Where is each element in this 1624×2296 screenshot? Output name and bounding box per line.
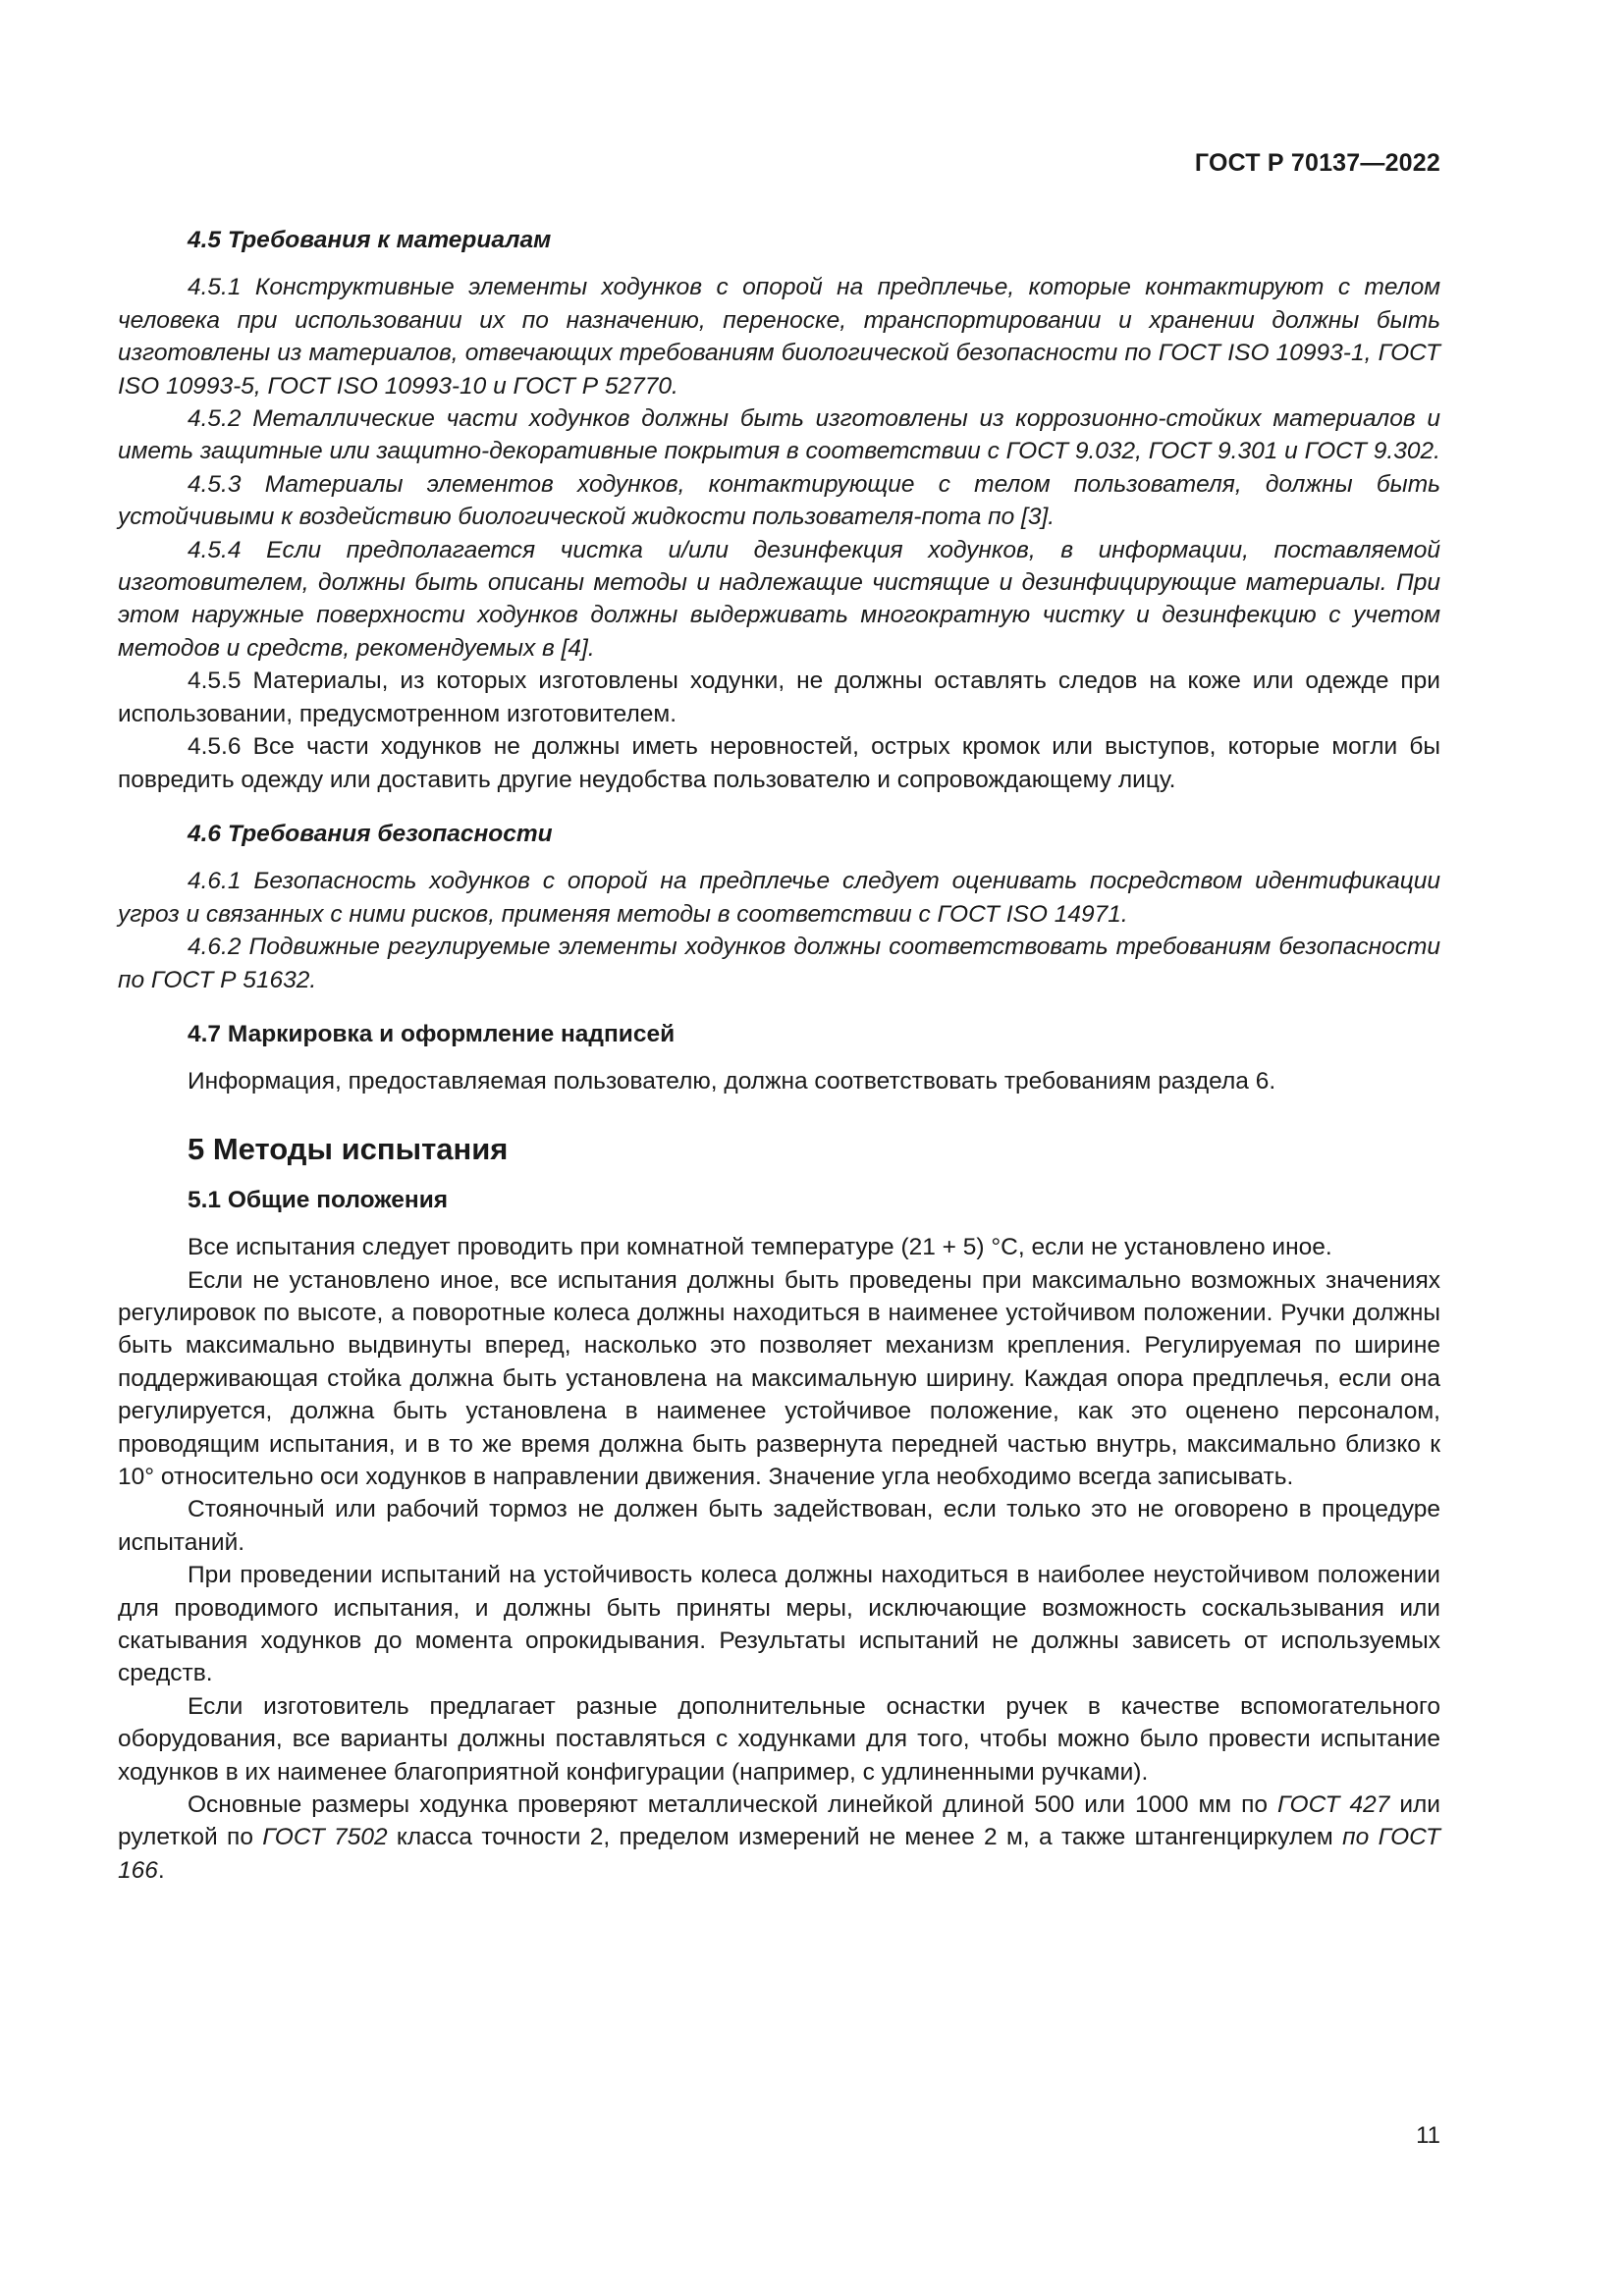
paragraph-4-5-4: 4.5.4 Если предполагается чистка и/или дезинфекция ходунков, в информации, поставляемой изготовителем, должны быть описаны методы и надлежащие чистящие и дезинфицирующие материалы. При этом наружные поверхности ходунков должны выдерживать многократную чистку и дезинфекцию с учетом методов и средств, рекомендуемых в [4]. (118, 536, 1440, 662)
paragraph-4-5-6: 4.5.6 Все части ходунков не должны иметь неровностей, острых кромок или выступов, которые могли бы повредить одежду или доставить другие неудобства пользователю и сопровождающему лицу. (118, 733, 1440, 793)
gost-427-ref: ГОСТ 427 (1277, 1791, 1390, 1819)
p6-text-b: или рулеткой по (118, 1791, 1440, 1851)
gost-7502-ref: ГОСТ 7502 (262, 1824, 388, 1851)
section-4-6-heading: 4.6 Требования безопасности (188, 820, 553, 847)
page-content (118, 224, 1440, 1887)
paragraph-5-1-5: Если изготовитель предлагает разные дополнительные оснастки ручек в качестве вспомогательного оборудования, все варианты должны поставляться с ходунками для того, чтобы можно было провести испытание ходунков в их наименее благоприятной конфигурации (например, с удлиненными ручками). (118, 1692, 1440, 1786)
section-4-7-heading: 4.7 Маркировка и оформление надписей (188, 1020, 676, 1047)
paragraph-4-5-1: 4.5.1 Конструктивные элементы ходунков с опорой на предплечье, которые контактируют с телом человека при использовании их по назначению, переноске, транспортировании и хранении должны быть изготовлены из материалов, отвечающих требованиям биологической безопасности по ГОСТ ISO 10993-1, ГОСТ ISO 10993-5, ГОСТ ISO 10993-10 и ГОСТ Р 52770. (118, 274, 1440, 400)
section-4-5-heading: 4.5 Требования к материалам (188, 227, 552, 253)
p6-text-c: класса точности 2, пределом измерений не менее 2 м, а также штангенциркулем (387, 1824, 1343, 1851)
gost-166-ref: по ГОСТ 166 (118, 1824, 1440, 1884)
paragraph-4-5-5: 4.5.5 Материалы, из которых изготовлены ходунки, не должны оставлять следов на коже или одежде при использовании, предусмотренном изготовителем. (118, 667, 1440, 727)
paragraph-5-1-6 (118, 1789, 1440, 1887)
paragraph-4-5-2: 4.5.2 Металлические части ходунков должны быть изготовлены из коррозионно-стойких материалов и иметь защитные или защитно-декоративные покрытия в соответствии с ГОСТ 9.032, ГОСТ 9.301 и ГОСТ 9.302. (118, 405, 1440, 465)
paragraph-4-6-1: 4.6.1 Безопасность ходунков с опорой на предплечье следует оценивать посредством идентификации угроз и связанных с ними рисков, применяя методы в соответствии с ГОСТ ISO 14971. (118, 868, 1440, 928)
paragraph-4-7: Информация, предоставляемая пользователю, должна соответствовать требованиям раздела 6. (188, 1068, 1276, 1095)
paragraph-4-6-2: 4.6.2 Подвижные регулируемые элементы ходунков должны соответствовать требованиям безопасности по ГОСТ Р 51632. (118, 934, 1440, 993)
section-5-heading: 5 Методы испытания (188, 1131, 509, 1166)
paragraph-4-5-3: 4.5.3 Материалы элементов ходунков, контактирующие с телом пользователя, должны быть устойчивыми к воздействию биологической жидкости пользователя-пота по [3]. (118, 470, 1440, 531)
paragraph-5-1-4: При проведении испытаний на устойчивость колеса должны находиться в наиболее неустойчивом положении для проводимого испытания, и должны быть приняты меры, исключающие возможность соскальзывания или скатывания ходунков до момента опрокидывания. Результаты испытаний не должны зависеть от используемых средств. (118, 1562, 1440, 1687)
paragraph-5-1-3: Стояночный или рабочий тормоз не должен быть задействован, если только это не оговорено в процедуре испытаний. (118, 1496, 1440, 1556)
section-5-1-heading: 5.1 Общие положения (188, 1186, 449, 1213)
paragraph-5-1-1: Все испытания следует проводить при комнатной температуре (21 + 5) °С, если не установлено иное. (188, 1234, 1332, 1261)
p6-text-d: . (157, 1856, 165, 1884)
paragraph-5-1-2: Если не установлено иное, все испытания должны быть проведены при максимально возможных значениях регулировок по высоте, а поворотные колеса должны находиться в наименее устойчивом положении. Ручки должны быть максимально выдвинуты вперед, насколько это позволяет механизм крепления. Регулируемая по ширине поддерживающая стойка должна быть установлена на максимальную ширину. Каждая опора предплечья, если она регулируется, должна быть установлена в наименее устойчивое положение, как это оценено персоналом, проводящим испытания, и в то же время должна быть развернута передней частью внутрь, максимально близко к 10° относительно оси ходунков в направлении движения. Значение угла необходимо всегда записывать. (118, 1266, 1440, 1490)
document-id: ГОСТ Р 70137—2022 (1194, 149, 1440, 177)
p6-text-a: Основные размеры ходунка проверяют металлической линейкой длиной 500 или 1000 мм по (188, 1791, 1278, 1819)
page-number: 11 (1416, 2122, 1440, 2149)
